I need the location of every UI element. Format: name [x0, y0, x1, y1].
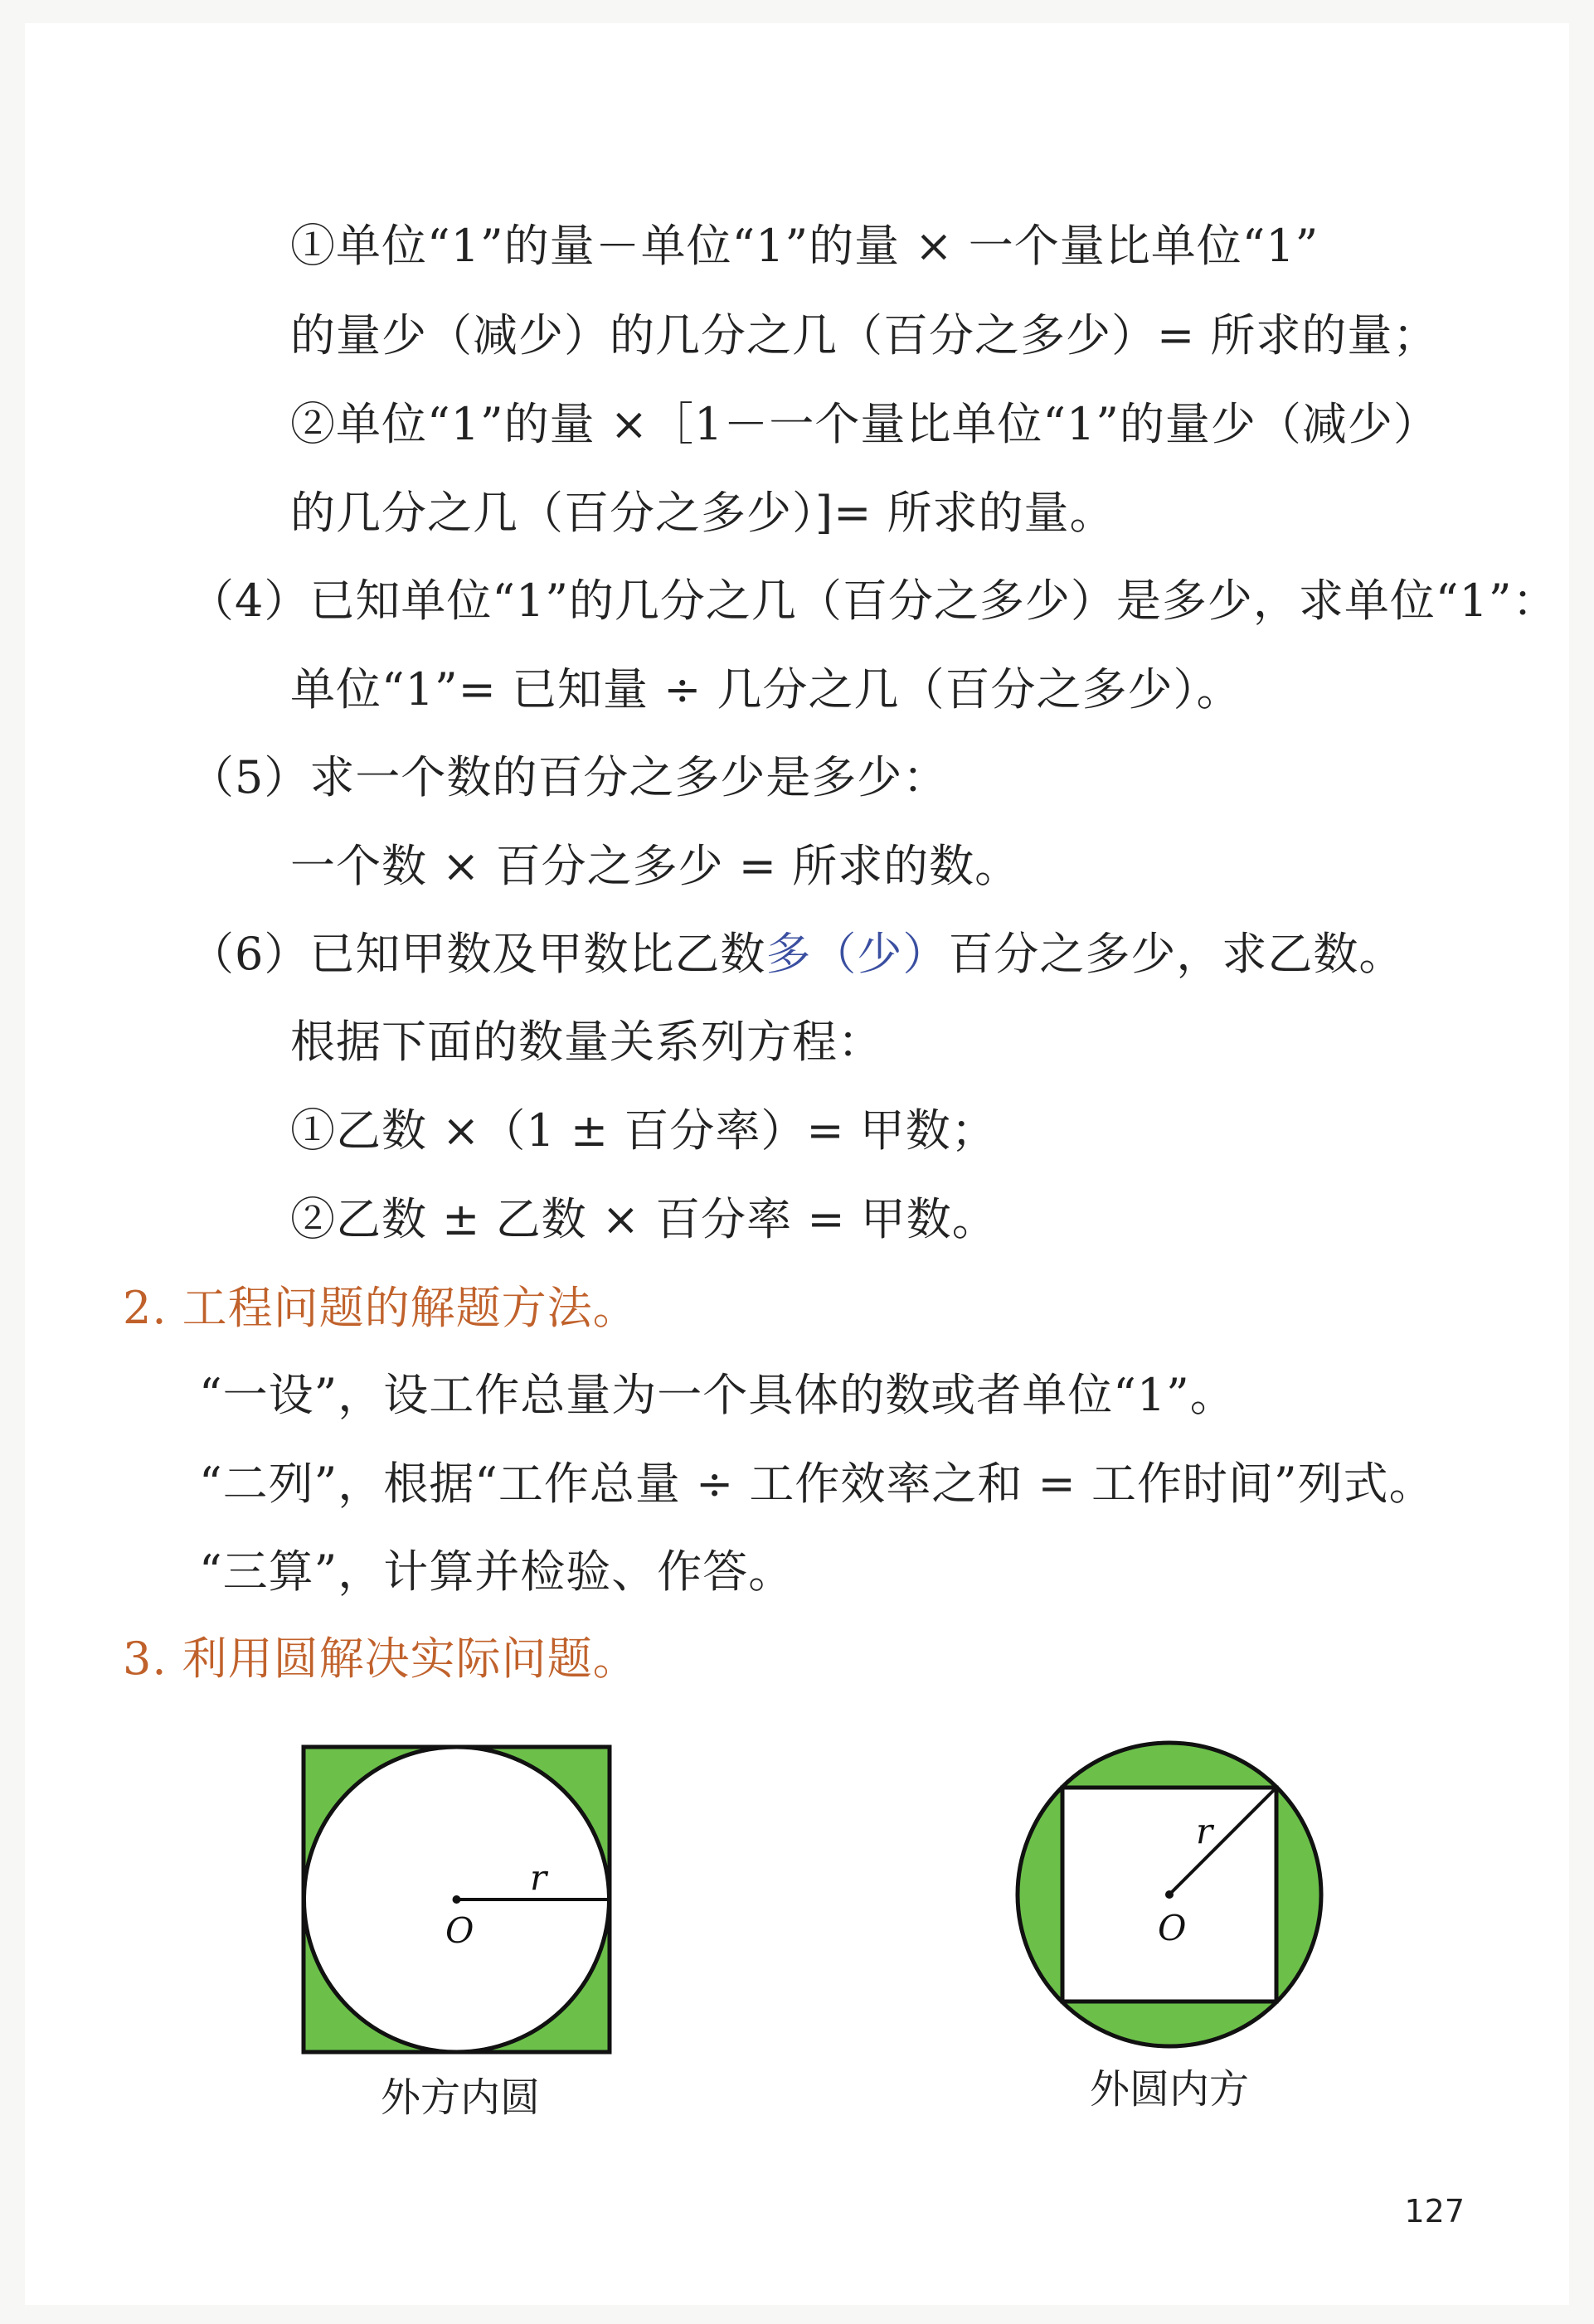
figure-caption: 外方内圆 [380, 2074, 540, 2121]
center-label: O [1158, 1908, 1187, 1948]
figure-caption: 外圆内方 [1089, 2066, 1249, 2113]
section-heading: 3. 利用圆解决实际问题。 [123, 1633, 639, 1685]
text-line [189, 925, 1404, 983]
text-line: “二列”，根据“工作总量 ÷ 工作效率之和 = 工作时间”列式。 [199, 1458, 1435, 1510]
square-with-inscribed-circle-figure [294, 1737, 626, 2069]
circle-with-inscribed-square-figure [1012, 1737, 1327, 2052]
text-line: 的量少（减少）的几分之几（百分之多少）= 所求的量； [290, 309, 1439, 361]
text-line: 的几分之几（百分之多少）]= 所求的量。 [290, 487, 1115, 539]
radius-label: r [530, 1857, 547, 1898]
text-segment: （6）已知甲数及甲数比乙数 [189, 928, 766, 980]
text-line: “一设”，设工作总量为一个具体的数或者单位“1”。 [199, 1369, 1236, 1421]
text-segment: 百分之多少，求乙数。 [948, 928, 1405, 980]
text-line: 一个数 × 百分之多少 = 所求的数。 [290, 840, 1021, 892]
text-line: （5）求一个数的百分之多少是多少： [189, 751, 949, 803]
radius-label: r [1196, 1811, 1213, 1851]
text-line: “三算”，计算并检验、作答。 [199, 1545, 795, 1598]
text-line: 根据下面的数量关系列方程： [290, 1016, 883, 1068]
text-line: （4）已知单位“1”的几分之几（百分之多少）是多少，求单位“1”： [189, 575, 1558, 627]
text-line: ①单位“1”的量－单位“1”的量 × 一个量比单位“1” [290, 220, 1319, 272]
center-point [1165, 1890, 1174, 1899]
highlight-text: 多（少） [765, 928, 949, 980]
text-line: ②乙数 ± 乙数 × 百分率 = 甲数。 [290, 1193, 998, 1245]
page-number: 127 [1404, 2193, 1465, 2229]
text-line: 单位“1”= 已知量 ÷ 几分之几（百分之多少）。 [290, 663, 1242, 716]
center-point [453, 1895, 461, 1904]
text-line: ②单位“1”的量 ×［1－一个量比单位“1”的量少（减少） [290, 398, 1439, 450]
textbook-page [25, 23, 1569, 2305]
center-label: O [445, 1910, 474, 1951]
section-heading: 2. 工程问题的解题方法。 [123, 1282, 639, 1334]
text-line: ①乙数 ×（1 ± 百分率）= 甲数； [290, 1104, 997, 1157]
